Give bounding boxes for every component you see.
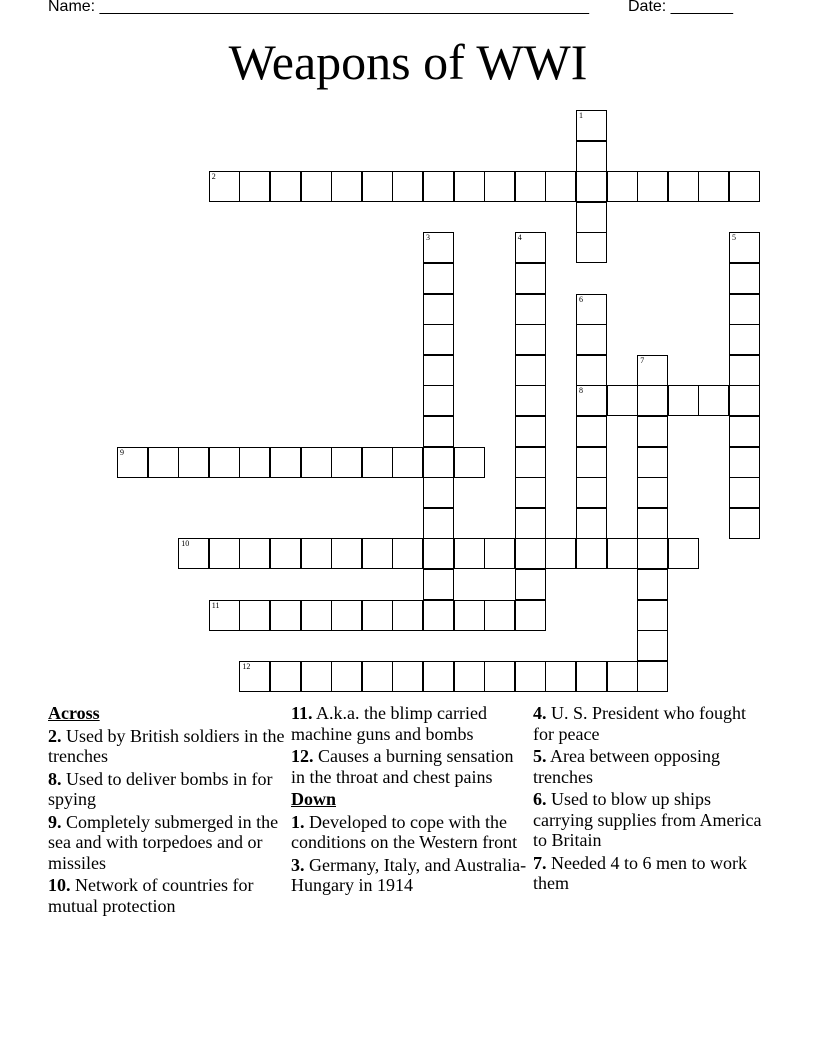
grid-cell[interactable] [362, 600, 393, 631]
grid-cell[interactable] [178, 447, 209, 478]
clue-across-8: 8. Used to deliver bombs in for spying [48, 768, 273, 809]
grid-cell[interactable] [515, 661, 546, 692]
clue-across-9: 9. Completely submerged in the sea and with torpedoes and or missiles [48, 811, 279, 873]
grid-cell[interactable] [362, 171, 393, 202]
grid-cell[interactable] [576, 294, 607, 325]
name-field[interactable]: Name: _______________________________________________________ [48, 0, 589, 15]
grid-cell[interactable] [729, 477, 760, 508]
grid-cell[interactable] [729, 171, 760, 202]
clue-number: 1 [579, 111, 583, 120]
grid-cell[interactable] [423, 477, 454, 508]
grid-cell[interactable] [239, 171, 270, 202]
clue-number: 11 [211, 600, 220, 610]
grid-cell[interactable] [362, 538, 393, 569]
grid-cell[interactable] [301, 538, 332, 569]
grid-cell[interactable] [515, 232, 546, 263]
grid-cell[interactable] [637, 355, 668, 386]
grid-cell[interactable] [239, 600, 270, 631]
clue-number: 5 [732, 233, 736, 243]
grid-cell[interactable] [331, 600, 362, 631]
grid-cell[interactable] [515, 385, 546, 416]
clues-column-2 [291, 703, 529, 898]
grid-cell[interactable] [698, 385, 729, 416]
clue-number: 10 [181, 539, 190, 549]
grid-cell[interactable] [239, 661, 270, 692]
grid-cell[interactable] [729, 385, 760, 416]
grid-cell[interactable] [576, 171, 607, 202]
grid-cell[interactable] [423, 600, 454, 631]
grid-cell[interactable] [515, 294, 546, 325]
grid-cell[interactable] [515, 416, 546, 447]
grid-cell[interactable] [239, 447, 270, 478]
across-heading: Across [48, 703, 100, 723]
grid-cell[interactable] [637, 661, 668, 692]
grid-cell[interactable] [423, 385, 454, 416]
grid-cell[interactable] [423, 508, 454, 539]
grid-cell[interactable] [637, 385, 668, 416]
down-heading: Down [291, 789, 337, 809]
grid-cell[interactable] [423, 569, 454, 600]
grid-cell[interactable] [576, 385, 607, 416]
grid-cell[interactable] [607, 171, 638, 202]
grid-cell[interactable] [729, 232, 760, 263]
grid-cell[interactable] [729, 294, 760, 325]
grid-cell[interactable] [423, 324, 454, 355]
grid-cell[interactable] [607, 661, 638, 692]
grid-cell[interactable] [209, 600, 240, 631]
grid-cell[interactable] [423, 661, 454, 692]
clue-down-7: 7. Needed 4 to 6 men to work them [533, 852, 747, 893]
clue-down-4: 4. U. S. President who fought for peace [533, 703, 746, 744]
grid-cell[interactable] [301, 171, 332, 202]
grid-cell[interactable] [637, 477, 668, 508]
grid-cell[interactable] [515, 477, 546, 508]
grid-cell[interactable] [301, 447, 332, 478]
grid-cell[interactable] [423, 171, 454, 202]
grid-cell[interactable] [423, 232, 454, 263]
grid-cell[interactable] [637, 630, 668, 661]
grid-cell[interactable] [515, 447, 546, 478]
grid-cell[interactable] [576, 477, 607, 508]
grid-cell[interactable] [392, 447, 423, 478]
grid-cell[interactable] [454, 171, 485, 202]
grid-cell[interactable] [515, 263, 546, 294]
grid-cell[interactable] [209, 447, 240, 478]
grid-cell[interactable] [423, 263, 454, 294]
grid-cell[interactable] [454, 661, 485, 692]
grid-cell[interactable] [515, 171, 546, 202]
grid-cell[interactable] [239, 538, 270, 569]
grid-cell[interactable] [576, 661, 607, 692]
date-field[interactable]: Date: _______ [628, 0, 733, 15]
grid-cell[interactable] [729, 508, 760, 539]
clue-number: 12 [242, 661, 251, 671]
grid-cell[interactable] [209, 538, 240, 569]
clue-down-6: 6. Used to blow up ships carrying supplies from America to Britain [533, 789, 762, 850]
grid-cell[interactable] [270, 661, 301, 692]
grid-cell[interactable] [423, 416, 454, 447]
clue-down-5: 5. Area between opposing trenches [533, 746, 720, 787]
grid-cell[interactable] [545, 661, 576, 692]
grid-cell[interactable] [423, 294, 454, 325]
grid-cell[interactable] [637, 569, 668, 600]
grid-cell[interactable] [637, 538, 668, 569]
grid-cell[interactable] [331, 171, 362, 202]
grid-cell[interactable] [484, 538, 515, 569]
grid-cell[interactable] [637, 508, 668, 539]
grid-cell[interactable] [484, 171, 515, 202]
clue-across-11: 11. A.k.a. the blimp carried machine guns and bombs [291, 703, 487, 744]
clue-number: 7 [640, 355, 645, 365]
grid-cell[interactable] [392, 171, 423, 202]
grid-cell[interactable] [423, 447, 454, 478]
clue-number: 2 [211, 172, 216, 182]
grid-cell[interactable] [270, 600, 301, 631]
grid-cell[interactable] [270, 171, 301, 202]
grid-cell[interactable] [729, 324, 760, 355]
grid-cell[interactable] [576, 232, 607, 263]
grid-cell[interactable] [362, 447, 393, 478]
grid-cell[interactable] [515, 355, 546, 386]
grid-cell[interactable] [331, 538, 362, 569]
clue-number: 8 [579, 386, 583, 396]
grid-cell[interactable] [515, 600, 546, 631]
grid-cell[interactable] [301, 661, 332, 692]
grid-cell[interactable] [117, 447, 148, 478]
grid-cell[interactable] [392, 538, 423, 569]
grid-cell[interactable] [576, 508, 607, 539]
grid-cell[interactable] [668, 538, 699, 569]
grid-cell[interactable] [392, 661, 423, 692]
grid-cell[interactable] [545, 171, 576, 202]
clue-number: 3 [426, 233, 430, 243]
grid-cell[interactable] [607, 385, 638, 416]
grid-cell[interactable] [515, 324, 546, 355]
grid-cell[interactable] [392, 600, 423, 631]
grid-cell[interactable] [515, 569, 546, 600]
grid-cell[interactable] [454, 600, 485, 631]
grid-cell[interactable] [515, 508, 546, 539]
grid-cell[interactable] [637, 171, 668, 202]
grid-cell[interactable] [607, 538, 638, 569]
grid-cell[interactable] [729, 355, 760, 386]
grid-cell[interactable] [423, 355, 454, 386]
grid-cell[interactable] [637, 600, 668, 631]
grid-cell[interactable] [576, 538, 607, 569]
clue-across-2: 2. Used by British soldiers in the trenches [48, 725, 285, 766]
grid-cell[interactable] [576, 447, 607, 478]
clue-number: 4 [517, 233, 522, 243]
grid-cell[interactable] [331, 661, 362, 692]
grid-cell[interactable] [698, 171, 729, 202]
grid-cell[interactable] [576, 416, 607, 447]
grid-cell[interactable] [454, 447, 485, 478]
grid-cell[interactable] [637, 416, 668, 447]
grid-cell[interactable] [576, 324, 607, 355]
grid-cell[interactable] [209, 171, 240, 202]
grid-cell[interactable] [484, 600, 515, 631]
grid-cell[interactable] [668, 171, 699, 202]
grid-cell[interactable] [545, 538, 576, 569]
puzzle-title: Weapons of WWI [228, 34, 588, 90]
grid-cell[interactable] [270, 447, 301, 478]
grid-cell[interactable] [362, 661, 393, 692]
grid-cell[interactable] [729, 416, 760, 447]
clue-down-3: 3. Germany, Italy, and Australia- Hungary in 1914 [291, 854, 527, 895]
grid-cell[interactable] [178, 538, 209, 569]
grid-cell[interactable] [729, 447, 760, 478]
grid-cell[interactable] [668, 385, 699, 416]
grid-cell[interactable] [576, 202, 607, 233]
grid-cell[interactable] [637, 447, 668, 478]
clues-column-1 [48, 703, 286, 918]
clue-down-1: 1. Developed to cope with the conditions on the Western front [291, 811, 518, 852]
grid-cell[interactable] [270, 538, 301, 569]
grid-cell[interactable] [576, 355, 607, 386]
grid-cell[interactable] [148, 447, 179, 478]
grid-cell[interactable] [576, 110, 607, 141]
grid-cell[interactable] [423, 538, 454, 569]
grid-cell[interactable] [515, 538, 546, 569]
clue-across-12: 12. Causes a burning sensation in the throat and chest pains [291, 746, 514, 787]
grid-cell[interactable] [331, 447, 362, 478]
grid-cell[interactable] [301, 600, 332, 631]
clue-across-10: 10. Network of countries for mutual protection [48, 875, 254, 916]
clues-column-3 [533, 703, 771, 896]
grid-cell[interactable] [484, 661, 515, 692]
grid-cell[interactable] [454, 538, 485, 569]
grid-cell[interactable] [576, 141, 607, 172]
clue-number: 9 [120, 447, 124, 457]
grid-cell[interactable] [729, 263, 760, 294]
clue-number: 6 [579, 294, 583, 304]
